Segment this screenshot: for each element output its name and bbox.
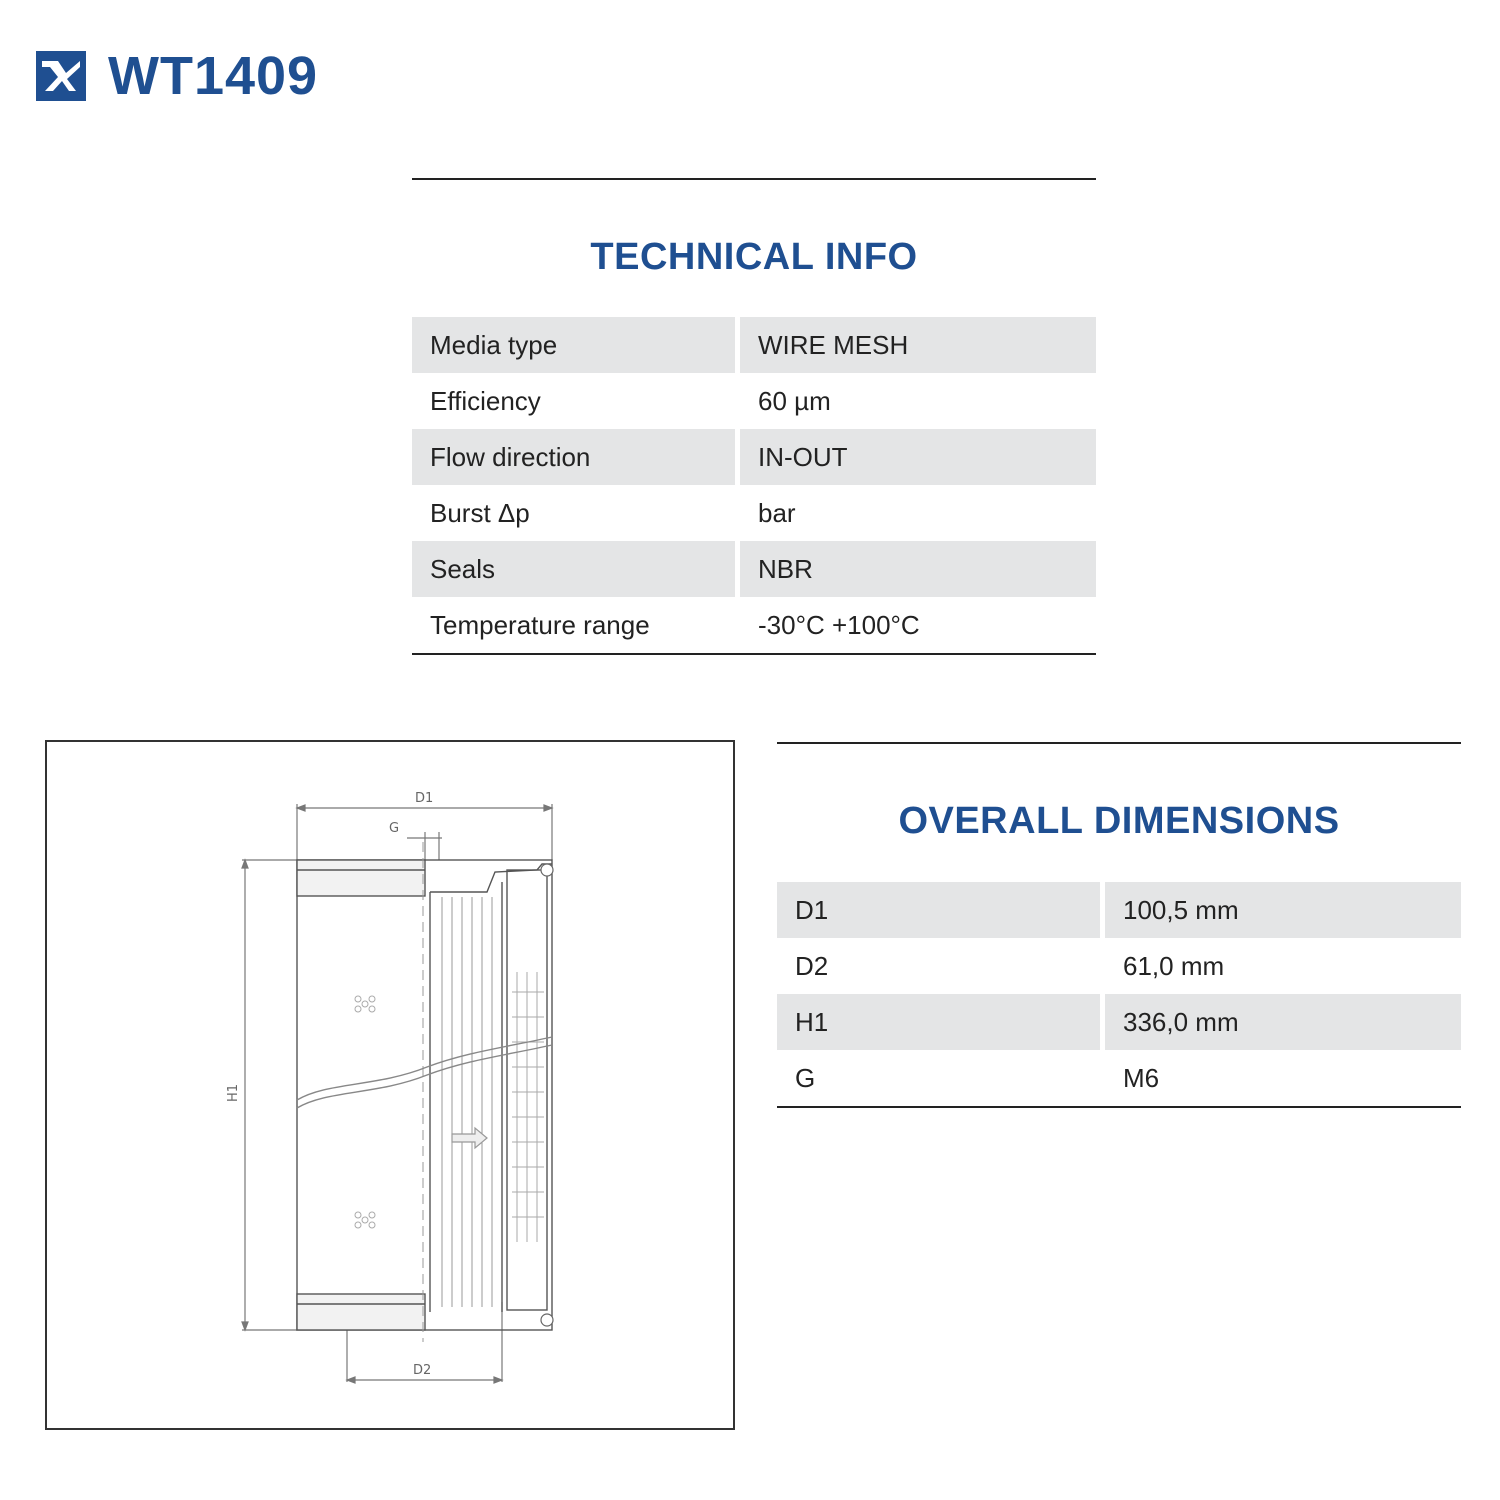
table-row [777,882,1461,938]
row-label: H1 [777,994,1105,1050]
table-bottom-rule [412,653,1096,655]
section-divider [777,742,1461,744]
dimension-label-g: G [389,821,400,836]
row-label: D2 [777,938,1105,994]
technical-info-title: TECHNICAL INFO [590,236,918,278]
table-row [412,541,1096,597]
row-label: Burst Δp [412,485,740,541]
row-label: Temperature range [412,597,740,653]
page-header [36,48,318,104]
row-label: Efficiency [412,373,740,429]
technical-drawing [45,740,735,1430]
dimension-label-d2: D2 [413,1363,432,1378]
row-value: 61,0 mm [1123,950,1225,981]
row-value: -30°C +100°C [758,609,920,640]
row-value: bar [758,497,796,528]
row-label: Flow direction [412,429,740,485]
dimension-label-d1: D1 [415,791,434,806]
technical-info-section [412,178,1096,655]
row-value: 60 µm [758,385,831,416]
overall-dimensions-title: OVERALL DIMENSIONS [898,800,1340,842]
overall-dimensions-table [777,882,1461,1106]
filter-cross-section-drawing [47,742,733,1428]
row-label: D1 [777,882,1105,938]
row-value: M6 [1123,1062,1160,1093]
table-row [412,317,1096,373]
row-value: IN-OUT [740,429,1096,485]
row-label: Seals [412,541,740,597]
row-value: NBR [740,541,1096,597]
row-label: Media type [412,317,740,373]
row-label: G [777,1050,1105,1106]
section-divider [412,178,1096,180]
overall-dimensions-section [777,742,1461,1108]
table-row [777,994,1461,1050]
row-value: 100,5 mm [1105,882,1461,938]
dimension-label-h1: H1 [226,1083,241,1102]
table-row [777,938,1461,994]
row-value: 336,0 mm [1105,994,1461,1050]
table-row [777,1050,1461,1106]
technical-info-table [412,317,1096,653]
row-value: WIRE MESH [740,317,1096,373]
table-bottom-rule [777,1106,1461,1108]
table-row [412,597,1096,653]
table-row [412,373,1096,429]
product-code: WT1409 [108,46,319,106]
table-row [412,429,1096,485]
brand-logo-icon [36,51,86,101]
table-row [412,485,1096,541]
